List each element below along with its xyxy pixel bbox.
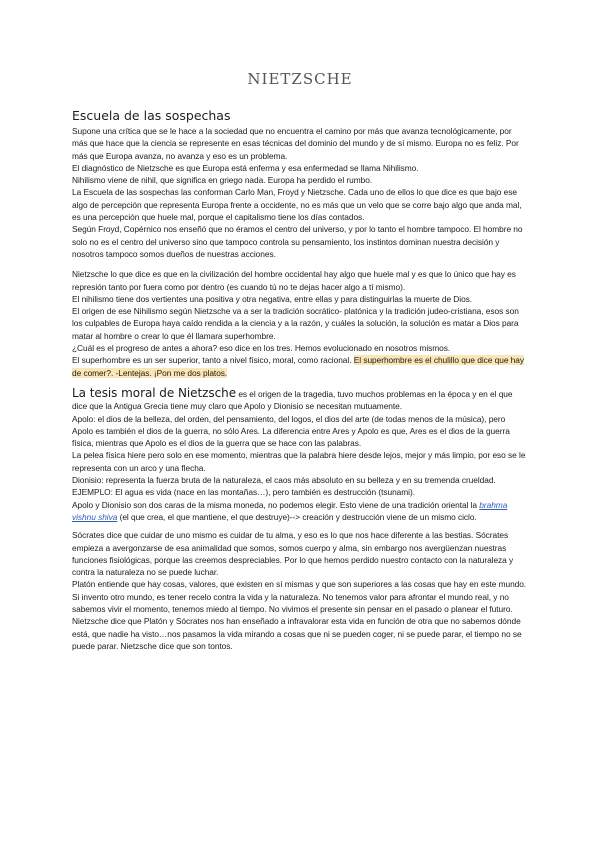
brahma-link[interactable]: brahma vishnu shiva	[72, 499, 508, 522]
superhombre-text: El superhombre es un ser superior, tanto a nivel físico, moral, como racional.	[72, 355, 354, 366]
paragraph: La Escuela de las sospechas las conforman Carlo Man, Froyd y Nietzsche. Cada uno de ellos lo que dice es que bajo ese algo de percepción que representa Europa frente a occidente, no es más que un velo que se corre bajo algo que anda mal, es una percepción que huele mal, porque el capitalismo tiene los días contados.	[72, 187, 522, 223]
paragraph-superhombre	[72, 354, 528, 379]
highlighted-text: El superhombre es el chulillo que dice que hay de comer?. -Lentejas. ¡Pon me dos platos.	[72, 355, 524, 378]
paragraph: Apolo: el dios de la belleza, del orden, del pensamiento, del logos, el dios del arte (de todas menos de la música), pero Apolo es también el dios de la guerra, no sólo Ares. La diferencia entre Ares y Apolo es que, Ares es el dios de la guerra física, mientras que Apolo es el dios de la guerra que se hace con las palabras.	[72, 413, 510, 449]
paragraph: Nihilismo viene de nihil, que significa en griego nada. Europa ha perdido el rumbo.	[72, 175, 373, 186]
paragraph: El nihilismo tiene dos vertientes una positiva y otra negativa, entre ellas y para distinguirlas la muerte de Dios.	[72, 293, 473, 304]
paragraph: Sócrates dice que cuidar de uno mismo es cuidar de tu alma, y eso es lo que nos hace diferente a las bestias. Sócrates empieza a avergonzarse de esa animalidad que somos, somos cuerpo y alma, sin embargo nos avergüenzan nuestras funciones fisiológicas, porque las creemos despreciables. Por lo que hemos perdido nuestro contacto con la naturaleza y contra la naturaleza no se puede luchar.	[72, 530, 514, 578]
tesis-text: es el origen de la tragedia, tuvo muchos problemas en la época y en el que dice que la Antigua Grecia tiene muy claro que Apolo y Dionisio se necesitan mutuamente.	[72, 388, 513, 412]
paragraph-tesis	[72, 387, 528, 413]
paragraph-apolo-dionisio	[72, 499, 528, 524]
apolo-dionisio-text-end: (el que crea, el que mantiene, el que destruye)--> creación y destrucción viene de un mismo ciclo.	[117, 511, 477, 522]
apolo-dionisio-text: Apolo y Dionisio son dos caras de la misma moneda, no podemos elegir. Esto viene de una tradición oriental la	[72, 499, 480, 510]
paragraph: El origen de ese Nihilismo según Nietzsche va a ser la tradición socrático- platónica y la tradición judeo-cristiana, esos son los culpables de Europa haya caído rendida a la ciencia y a la razón, y cuáles la solución, la solución es matar a Dios para matar al hombre o crear lo que él llamara superhombre.	[72, 306, 519, 341]
paragraph: Nietzsche lo que dice es que en la civilización del hombre occidental hay algo que huele mal y es que lo único que hay es represión tanto por fuera como por dentro (es cuando tú no te dejas hacer algo a tí mismo).	[72, 269, 516, 292]
paragraph: Platón entiende que hay cosas, valores, que existen en sí mismas y que son superiores a las cosas que hay en este mundo. Si invento otro mundo, es tener recelo contra la vida y la naturaleza. No tenemos valor para afrontar el mundo real, y no sabemos vivir el momento, tenemos miedo al tiempo. No vivimos el presente sin pensar en el pasado o planear el futuro.	[72, 579, 527, 614]
section-heading-escuela: Escuela de las sospechas	[72, 108, 231, 123]
paragraph: La pelea física hiere pero solo en ese momento, mientras que la palabra hiere desde lejos, mejor y más limpio, por eso se le representa con un arco y una flecha.	[72, 450, 526, 473]
spacer	[72, 260, 528, 268]
paragraph: ¿Cuál es el progreso de antes a ahora? eso dice en los tres. Hemos evolucionado en nosotros mismos.	[72, 343, 451, 354]
document-title: NIETZSCHE	[247, 70, 353, 88]
paragraph: Nietzsche dice que Platón y Sócrates nos han enseñado a infravalorar esta vida en función de otra que no sabemos dónde está, que nadie ha visto…nos pasamos la vida mirando a cosas que ni se pueden coger, ni se puede parar, el tiempo no se puede parar. Nietzsche dice que son tontos.	[72, 616, 522, 651]
paragraph: El diagnóstico de Nietzsche es que Europa está enferma y esa enfermedad se llama Nihilismo.	[72, 162, 419, 173]
paragraph: Según Froyd, Copérnico nos enseñó que no éramos el centro del universo, y por lo tanto el hombre tampoco. El hombre no solo no es el centro del universo sino que tampoco controla su pensamiento, los instintos dominan nuestra decisión y nosotros tampoco somos dueños de nuestras acciones.	[72, 224, 523, 259]
paragraph: Dionisio: representa la fuerza bruta de la naturaleza, el caos más absoluto en su belleza y en su tremenda crueldad. EJEMPLO: El agua es vida (nace en las montañas…), pero también es destrucción (tsunami).	[72, 475, 496, 498]
paragraph: Supone una crítica que se le hace a la sociedad que no encuentra el camino por más que avanza tecnológicamente, por más que hace que la ciencia se represente en esas técnicas del dominio del mundo y de sí mismo. Europa no es feliz. Por más que Europa avanza, no avanza y eso es un problema.	[72, 126, 519, 161]
section-heading-tesis: La tesis moral de Nietzsche	[72, 385, 237, 400]
